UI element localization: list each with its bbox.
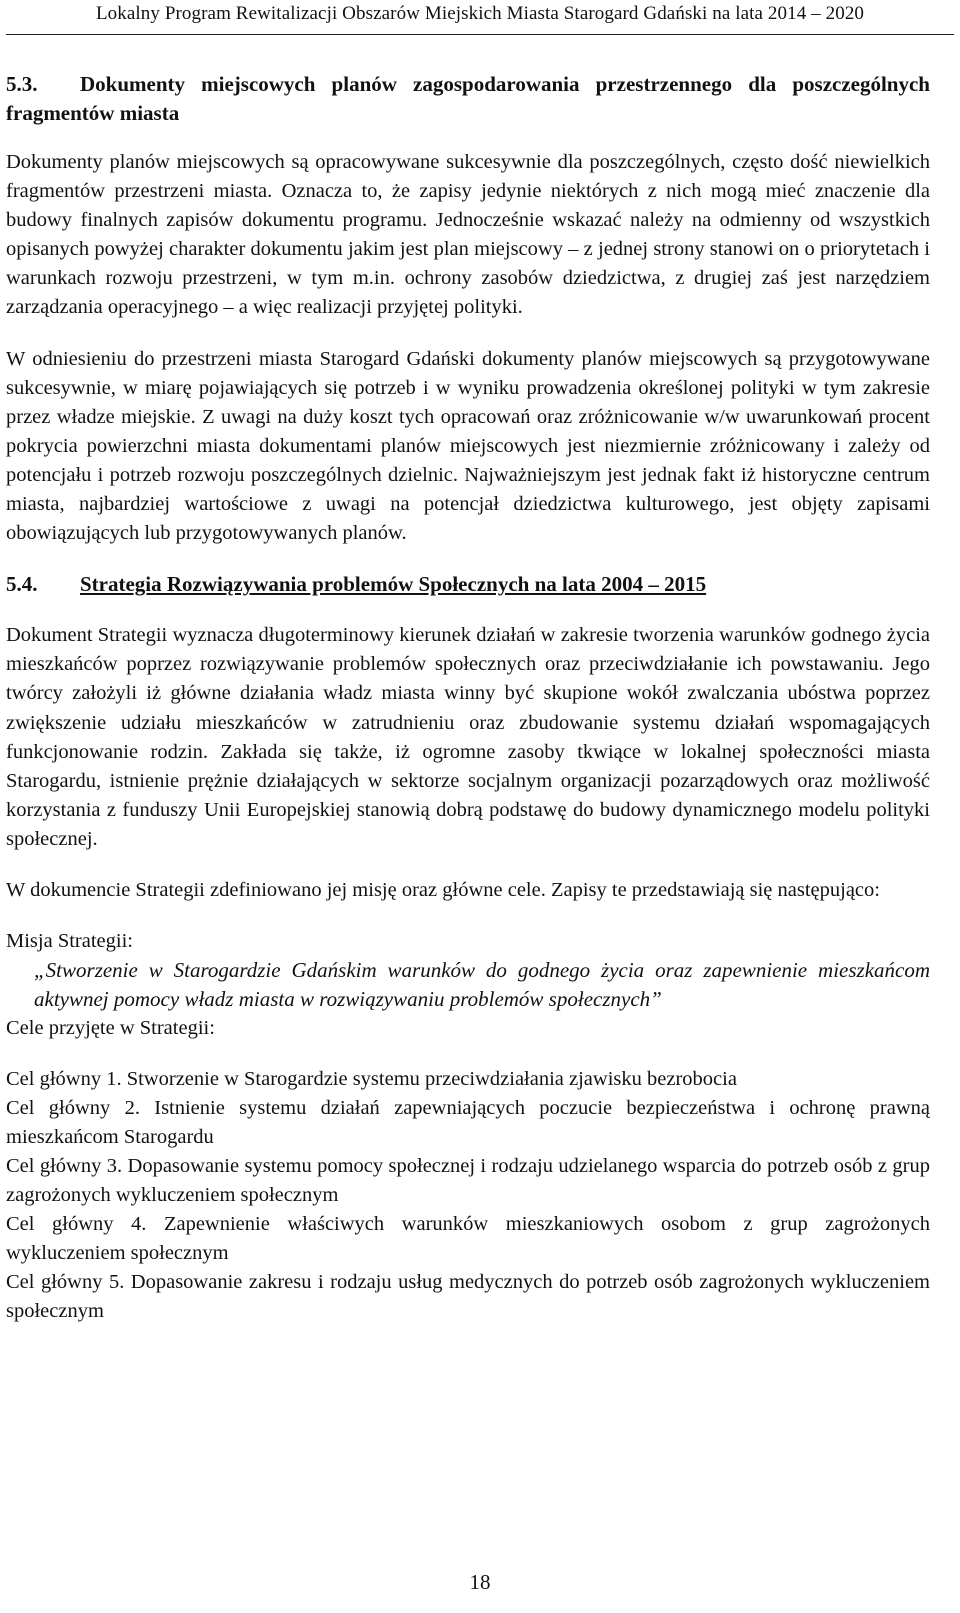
running-header: Lokalny Program Rewitalizacji Obszarów Miejskich Miasta Starogard Gdański na lata 2014 – 2020 — [95, 3, 865, 24]
mission-quote: „Stworzenie w Starogardzie Gdańskim warunków do godnego życia oraz zapewnienie mieszkańcom aktywnej pomocy władz miasta w rozwiązywaniu problemów społecznych” — [34, 958, 930, 1012]
section-5-3-paragraph-2: W odniesieniu do przestrzeni miasta Starogard Gdański dokumenty planów miejscowych są przygotowywane sukcesywnie, w miarę pojawiających się potrzeb i w wyniku prowadzenia określonej polityki w tym zakresie przez władze miejskie. Z uwagi na duży koszt tych opracowań oraz zróżnicowanie w/w uwarunkowań procent pokrycia powierzchni miasta dokumentami planów miejscowych jest niezmiernie zróżnicowany i zależy od potencjału i potrzeb rozwoju poszczególnych dzielnic. Najważniejszym jest jednak fakt iż historyczne centrum miasta, najbardziej wartościowe z uwagi na potencjał dziedzictwa kulturowego, jest objęty zapisami obowiązujących lub przygotowywanych planów. — [6, 347, 930, 545]
goal-item-2: Cel główny 2. Istnienie systemu działań zapewniających poczucie bezpieczeństwa i ochronę prawną mieszkańcom Starogardu — [6, 1097, 930, 1149]
section-5-3-number: 5.3. — [6, 72, 38, 96]
section-5-4-paragraph-2: W dokumencie Strategii zdefiniowano jej misję oraz główne cele. Zapisy te przedstawiają się następująco: — [6, 878, 880, 901]
page-content — [6, 70, 930, 1326]
goal-item-5: Cel główny 5. Dopasowanie zakresu i rodzaju usług medycznych do potrzeb osób zagrożonych wykluczeniem społecznym — [6, 1271, 930, 1323]
section-5-3-heading — [6, 70, 930, 128]
section-5-4-paragraph-1: Dokument Strategii wyznacza długoterminowy kierunek działań w zakresie tworzenia warunków godnego życia mieszkańców poprzez rozwiązywanie problemów społecznych oraz przeciwdziałanie ich powstawaniu. Jego twórcy założyli iż główne działania władz miasta winny być skupione wokół zwalczania ubóstwa poprzez zwiększenie udziału mieszkańców w zatrudnieniu oraz zbudowanie systemu działań wspomagających funkcjonowanie rodzin. Zakłada się także, iż ogromne zasoby tkwiące w lokalnej społeczności miasta Starogardu, istnienie prężnie działających w sektorze socjalnym organizacji pozarządowych oraz możliwość korzystania z funduszy Unii Europejskiej stanowią dobrą podstawę do budowy dynamicznego modelu polityki społecznej. — [6, 624, 930, 850]
section-5-4-number: 5.4. — [6, 572, 38, 597]
section-5-4-heading — [6, 570, 930, 599]
goal-item-4: Cel główny 4. Zapewnienie właściwych warunków mieszkaniowych osobom z grup zagrożonych wykluczeniem społecznym — [6, 1213, 930, 1265]
goal-item-1: Cel główny 1. Stworzenie w Starogardzie systemu przeciwdziałania zjawisku bezrobocia — [6, 1068, 737, 1091]
section-5-3-title: Dokumenty miejscowych planów zagospodarowania przestrzennego dla poszczególnych fragmentów miasta — [6, 72, 930, 125]
goals-label: Cele przyjęte w Strategii: — [6, 1017, 215, 1040]
header-rule — [6, 34, 954, 35]
section-5-4-title: Strategia Rozwiązywania problemów Społecznych na lata 2004 – 2015 — [80, 572, 707, 597]
page-number: 18 — [469, 1570, 491, 1594]
mission-label: Misja Strategii: — [6, 930, 133, 953]
goal-item-3: Cel główny 3. Dopasowanie systemu pomocy społecznej i rodzaju udzielanego wsparcia do potrzeb osób z grup zagrożonych wykluczeniem społecznym — [6, 1155, 930, 1207]
section-5-3-paragraph-1: Dokumenty planów miejscowych są opracowywane sukcesywnie dla poszczególnych, często dość niewielkich fragmentów przestrzeni miasta. Oznacza to, że zapisy jedynie niektórych z nich mogą mieć znaczenie dla budowy finalnych zapisów dokumentu programu. Jednocześnie wskazać należy na odmienny od wszystkich opisanych powyżej charakter dokumentu jakim jest plan miejscowy – z jednej strony stanowi on o priorytetach i warunkach rozwoju przestrzeni, w tym m.in. ochrony zasobów dziedzictwa, z drugiej zaś jest narzędziem zarządzania operacyjnego – a więc realizacji przyjętej polityki. — [6, 151, 930, 319]
